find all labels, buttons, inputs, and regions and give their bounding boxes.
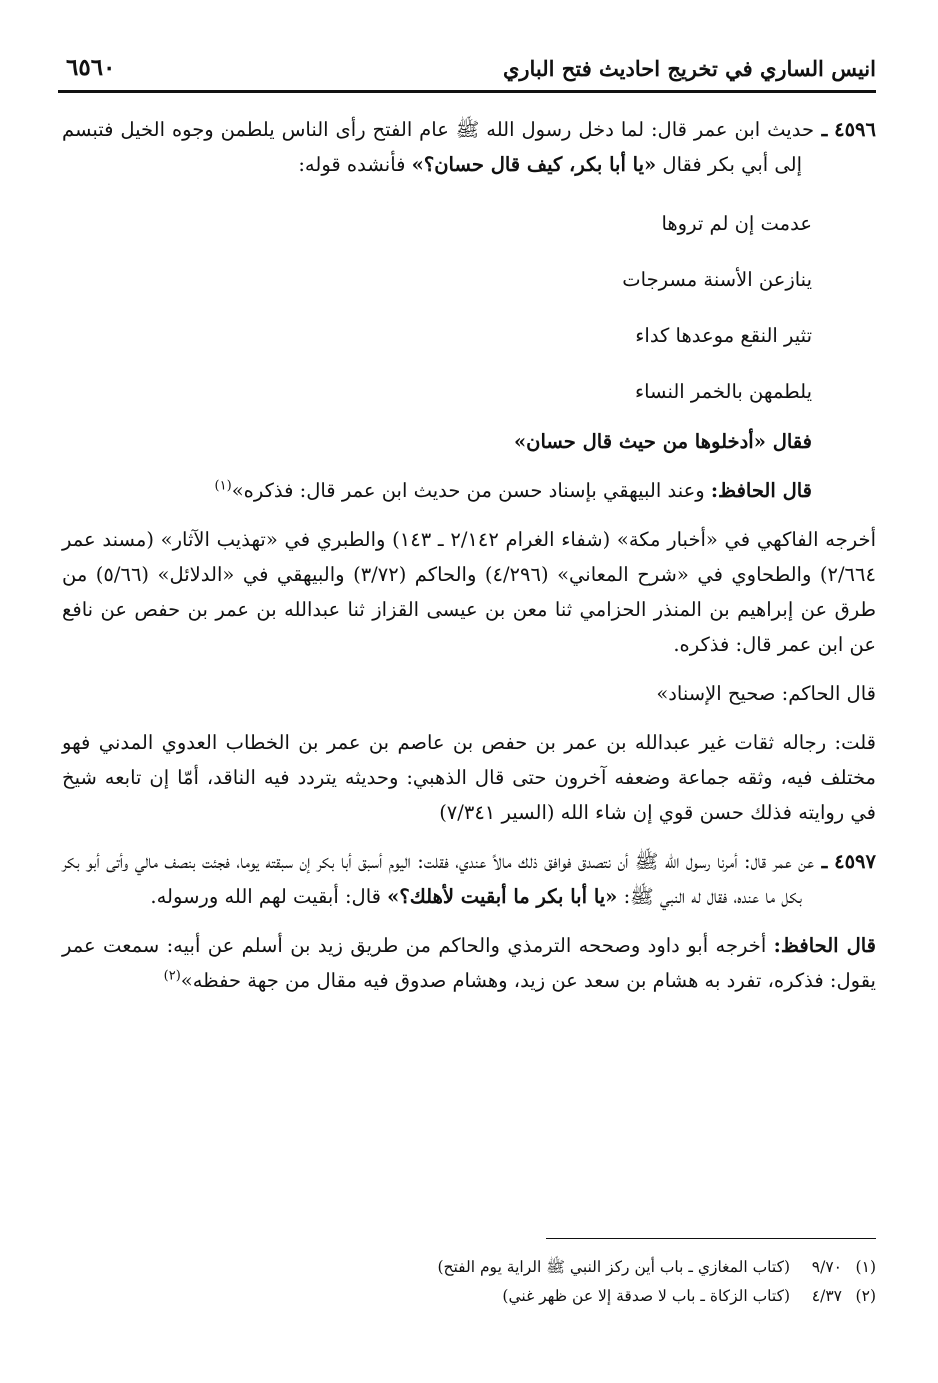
footnote-location: ٤/٣٧ <box>811 1287 842 1305</box>
book-title: انيس الساري في تخريج احاديث فتح الباري <box>502 56 876 81</box>
poem-line: يلطمهن بالخمر النساء <box>634 380 812 403</box>
takhrij-paragraph: أخرجه الفاكهي في «أخبار مكة» (شفاء الغرام ٢/١٤٢ ـ ١٤٣) والطبري في «تهذيب الآثار» (مسند عمر ٢/٦٦٤) والطحاوي في «شرح المعاني» (٤/٢٩٦) والحاكم (٣/٧٢) والبيهقي في «الدلائل» (٥/٦٦) من طرق عن إبراهيم بن المنذر الحزامي ثنا معن بن عيسى القزاز ثنا عبدالله بن عمر بن حفص عن نافع عن ابن عمر قال: فذكره. <box>62 528 876 656</box>
hafiz-comment-1 <box>62 473 876 508</box>
final-quote: «أدخلوها من حيث قال حسان» <box>513 430 766 453</box>
poem-line: ينازعن الأسنة مسرجات <box>622 268 812 291</box>
footnotes <box>62 1238 876 1311</box>
poem <box>62 196 876 420</box>
hafiz-label: قال الحافظ: <box>710 479 812 502</box>
hafiz-text: وعند البيهقي بإسناد حسن من حديث ابن عمر قال: فذكره» <box>231 479 711 502</box>
hadith-final-statement <box>62 424 876 459</box>
footnote-location: ٩/٧٠ <box>811 1258 842 1276</box>
qultu-paragraph: قلت: رجاله ثقات غير عبدالله بن عمر بن حفص بن عاصم بن عمر بن الخطاب العدوي المدني فهو مختلف فيه، وثقه جماعة وضعفه آخرون حتى قال الذهبي: وحديثه يتردد فيه الناقد، أمّا إن تابعه شيخ في روايته فذلك حسن قوي إن شاء الله (السير ٧/٣٤١) <box>62 731 876 824</box>
hadith-quote: «يا أبا بكر، كيف قال حسان؟» <box>411 153 657 176</box>
hadith-quote: «يا أبا بكر ما أبقيت لأهلك؟» <box>387 885 618 908</box>
final-prefix: فقال <box>765 430 812 453</box>
hadith-number: ٤٥٩٧ ـ <box>821 850 876 873</box>
footnote-text: (كتاب الزكاة ـ باب لا صدقة إلا عن ظهر غني) <box>502 1287 790 1305</box>
footnote-divider <box>546 1238 876 1239</box>
poem-line: تثير النقع موعدها كداء <box>635 324 812 347</box>
footnote-text: (كتاب المغازي ـ باب أين ركز النبي ﷺ الراية يوم الفتح) <box>437 1258 790 1276</box>
main-text <box>62 112 876 1012</box>
hadith-4596 <box>62 112 876 182</box>
footnote-ref: (١) <box>214 478 232 494</box>
hadith-text: عن عمر قال: أمرنا رسول الله ﷺ أن نتصدق فوافق ذلك مالاً عندي، فقلت: اليوم أسبق أبا بكر إن سبقته يوما، فجئت بنصف مالي وأتى أبو بكر بكل ما عنده، فقال له النبي ﷺ: <box>62 850 814 908</box>
footnote-ref: (٢) <box>163 968 181 984</box>
hakim-statement: قال الحاكم: صحيح الإسناد» <box>656 682 876 705</box>
footnote-number: (١) <box>855 1258 876 1276</box>
page-number: ٦٥٦٠ <box>66 54 116 81</box>
footnote-item <box>62 1282 876 1311</box>
hafiz-comment-2 <box>62 928 876 998</box>
hadith-number: ٤٥٩٦ ـ <box>821 118 876 141</box>
poem-line: عدمت إن لم تروها <box>661 212 812 235</box>
footnote-number: (٢) <box>855 1287 876 1305</box>
hafiz-text: أخرجه أبو داود وصححه الترمذي والحاكم من طريق زيد بن أسلم عن أبيه: سمعت عمر يقول: فذكره، تفرد به هشام بن سعد عن زيد، وهشام صدوق فيه مقال من جهة حفظه» <box>62 934 876 992</box>
running-header <box>58 48 876 93</box>
hadith-4597 <box>62 844 876 914</box>
hadith-text-end: قال: أبقيت لهم الله ورسوله. <box>150 885 388 908</box>
hadith-text-end: فأنشده قوله: <box>298 153 412 176</box>
hafiz-label: قال الحافظ: <box>773 934 876 957</box>
hadith-text: حديث ابن عمر قال: لما دخل رسول الله ﷺ عام الفتح رأى الناس يلطمن وجوه الخيل فتبسم إلى أبي بكر فقال <box>62 118 814 176</box>
footnote-item <box>62 1253 876 1282</box>
